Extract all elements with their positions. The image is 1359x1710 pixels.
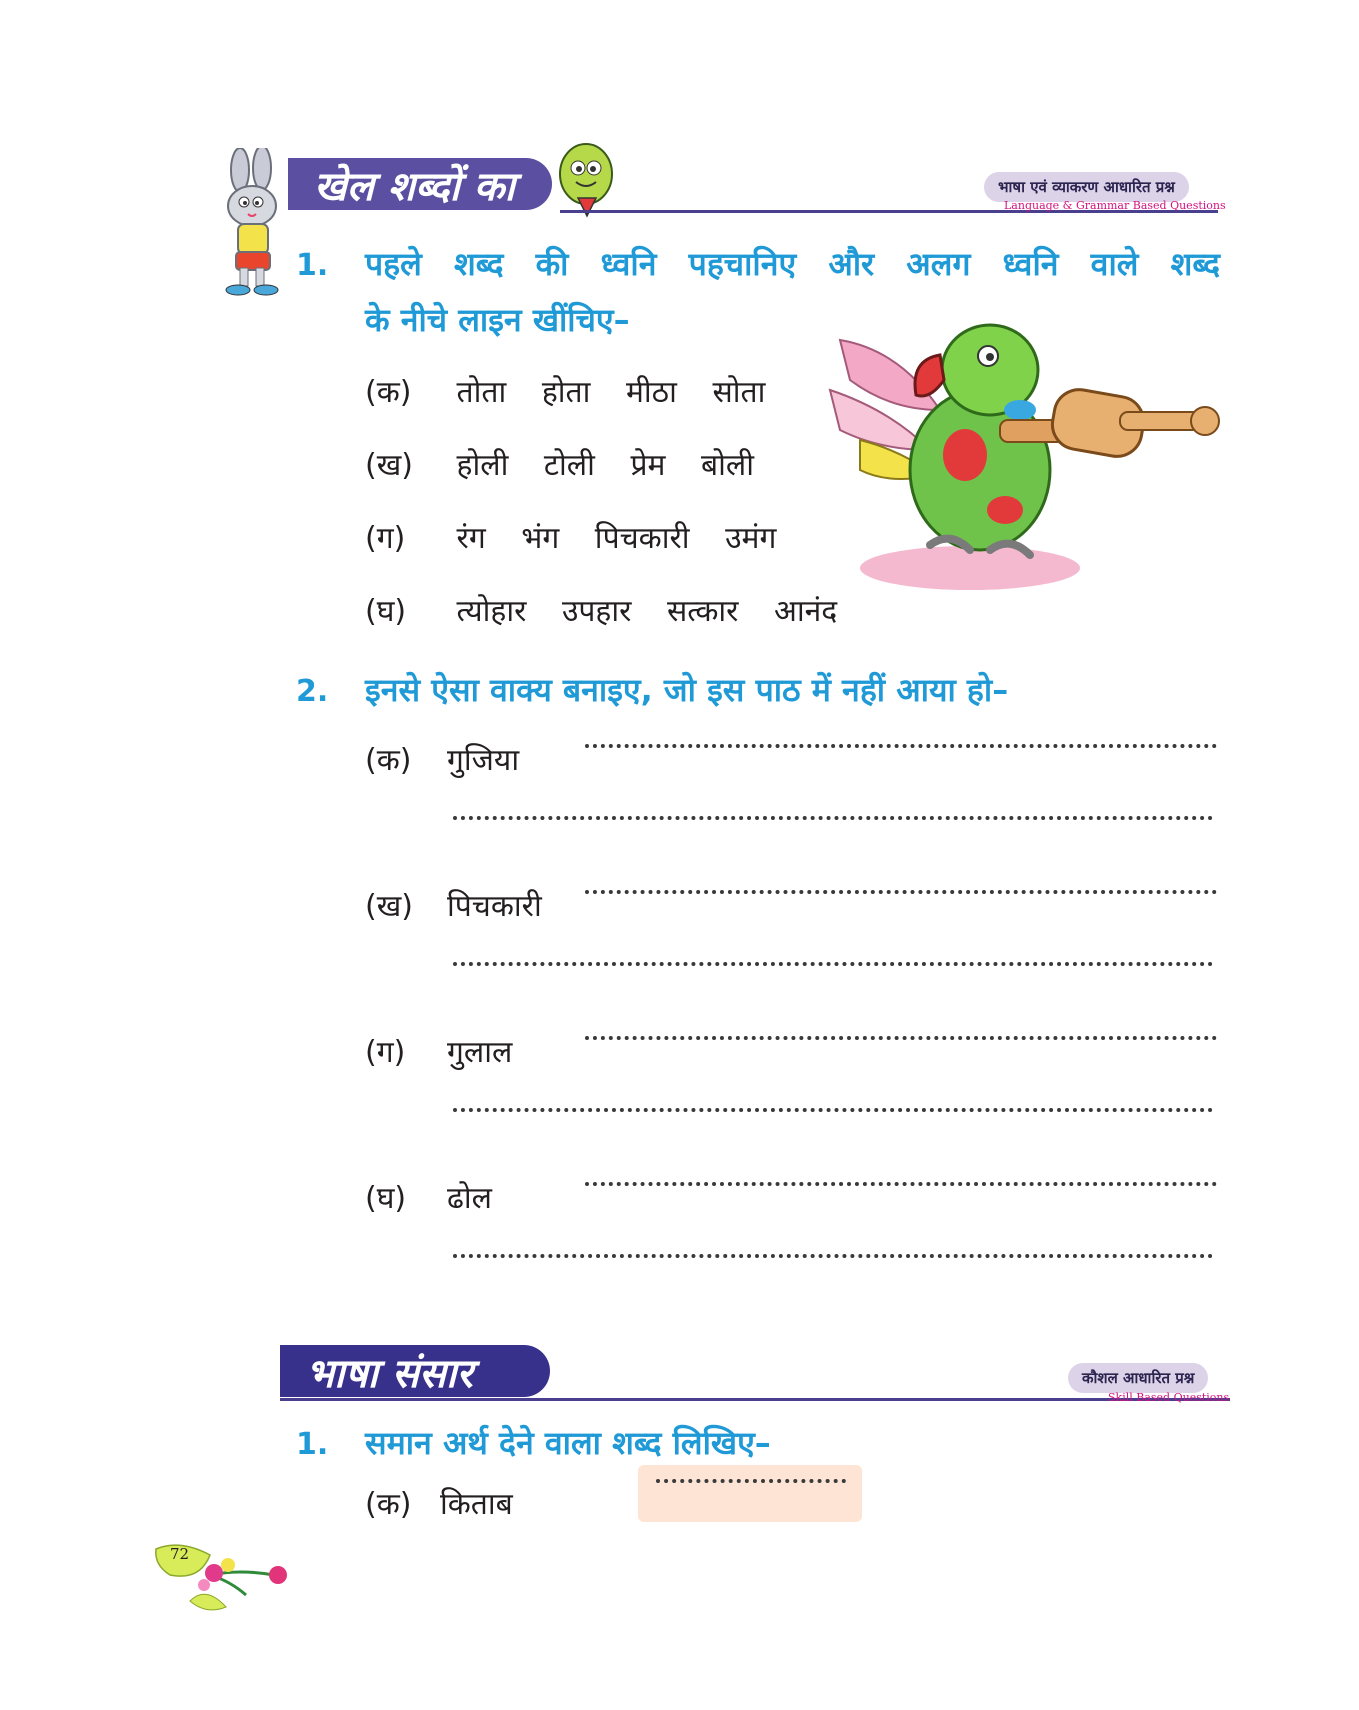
question-2-number: 2. (296, 674, 329, 709)
q1-option-ka (365, 370, 791, 411)
q2-option-ka (365, 738, 519, 779)
parrot-holi-illustration (820, 300, 1240, 600)
q1-option-gha (365, 589, 863, 630)
skill-tag-language-grammar: भाषा एवं व्याकरण आधारित प्रश्न (984, 172, 1189, 202)
section-title-khel-shabdon-ka: खेल शब्दों का (282, 158, 552, 210)
option-word: पिचकारी (594, 521, 690, 556)
option-word: होता (541, 375, 591, 410)
option-word: सत्कार (666, 594, 739, 629)
option-label: (घ) (365, 1181, 407, 1216)
option-word: त्योहार (456, 594, 527, 629)
option-word: आनंद (773, 594, 838, 629)
skill-tag-language-grammar-english: Language & Grammar Based Questions (1004, 199, 1226, 212)
answer-line[interactable] (453, 816, 1213, 820)
option-word: भंग (521, 521, 560, 556)
question-1-number: 1. (296, 248, 329, 283)
question-1-text-line1: पहले शब्द की ध्वनि पहचानिए और अलग ध्वनि वाले शब्द (365, 245, 1220, 283)
question-2-text: इनसे ऐसा वाक्य बनाइए, जो इस पाठ में नहीं आया हो– (365, 671, 1009, 709)
option-label: (क) (365, 375, 412, 410)
option-word: तोता (456, 375, 507, 410)
option-label: (घ) (365, 594, 407, 629)
option-label: (ख) (365, 889, 413, 924)
option-word: रंग (456, 521, 486, 556)
option-label: (ग) (365, 1035, 406, 1070)
answer-box[interactable] (638, 1465, 862, 1522)
option-word: सोता (712, 375, 766, 410)
option-word: होली (456, 448, 509, 483)
option-word: उमंग (725, 521, 777, 556)
q2-option-kha (365, 884, 542, 925)
section-title-bhasha-sansar: भाषा संसार (280, 1345, 550, 1397)
skill-tag-skill-based-english: Skill Based Questions (1108, 1391, 1230, 1404)
option-word: टोली (543, 448, 595, 483)
option-label: (ग) (365, 521, 406, 556)
option-label: (क) (365, 1487, 412, 1522)
option-word: मीठा (625, 375, 677, 410)
question-1-text-line2: के नीचे लाइन खींचिए– (365, 301, 630, 339)
answer-line[interactable] (453, 1108, 1213, 1112)
q2-option-ga (365, 1030, 512, 1071)
option-word: पिचकारी (447, 889, 542, 924)
answer-line[interactable] (453, 1254, 1213, 1258)
answer-line[interactable] (585, 1036, 1217, 1040)
q3-option-ka (365, 1482, 513, 1523)
rabbit-mascot-illustration (210, 148, 290, 298)
option-word: उपहार (561, 594, 632, 629)
question-3-text: समान अर्थ देने वाला शब्द लिखिए– (365, 1424, 771, 1462)
section2-rule (280, 1398, 1230, 1401)
option-word: गुजिया (447, 743, 520, 778)
option-label: (क) (365, 743, 412, 778)
answer-line[interactable] (656, 1479, 846, 1483)
q2-option-gha (365, 1176, 492, 1217)
pencil-mascot-icon (552, 140, 624, 220)
option-word: ढोल (447, 1181, 492, 1216)
question-3-number: 1. (296, 1427, 329, 1462)
answer-line[interactable] (453, 962, 1213, 966)
answer-line[interactable] (585, 744, 1217, 748)
answer-line[interactable] (585, 890, 1217, 894)
option-word: गुलाल (447, 1035, 513, 1070)
q1-option-ga (365, 516, 802, 557)
page-number: 72 (170, 1545, 190, 1563)
option-label: (ख) (365, 448, 413, 483)
option-word: बोली (701, 448, 755, 483)
skill-tag-skill-based: कौशल आधारित प्रश्न (1068, 1363, 1208, 1393)
q1-option-kha (365, 443, 780, 484)
answer-line[interactable] (585, 1182, 1217, 1186)
option-word: किताब (440, 1487, 513, 1522)
option-word: प्रेम (630, 448, 666, 483)
